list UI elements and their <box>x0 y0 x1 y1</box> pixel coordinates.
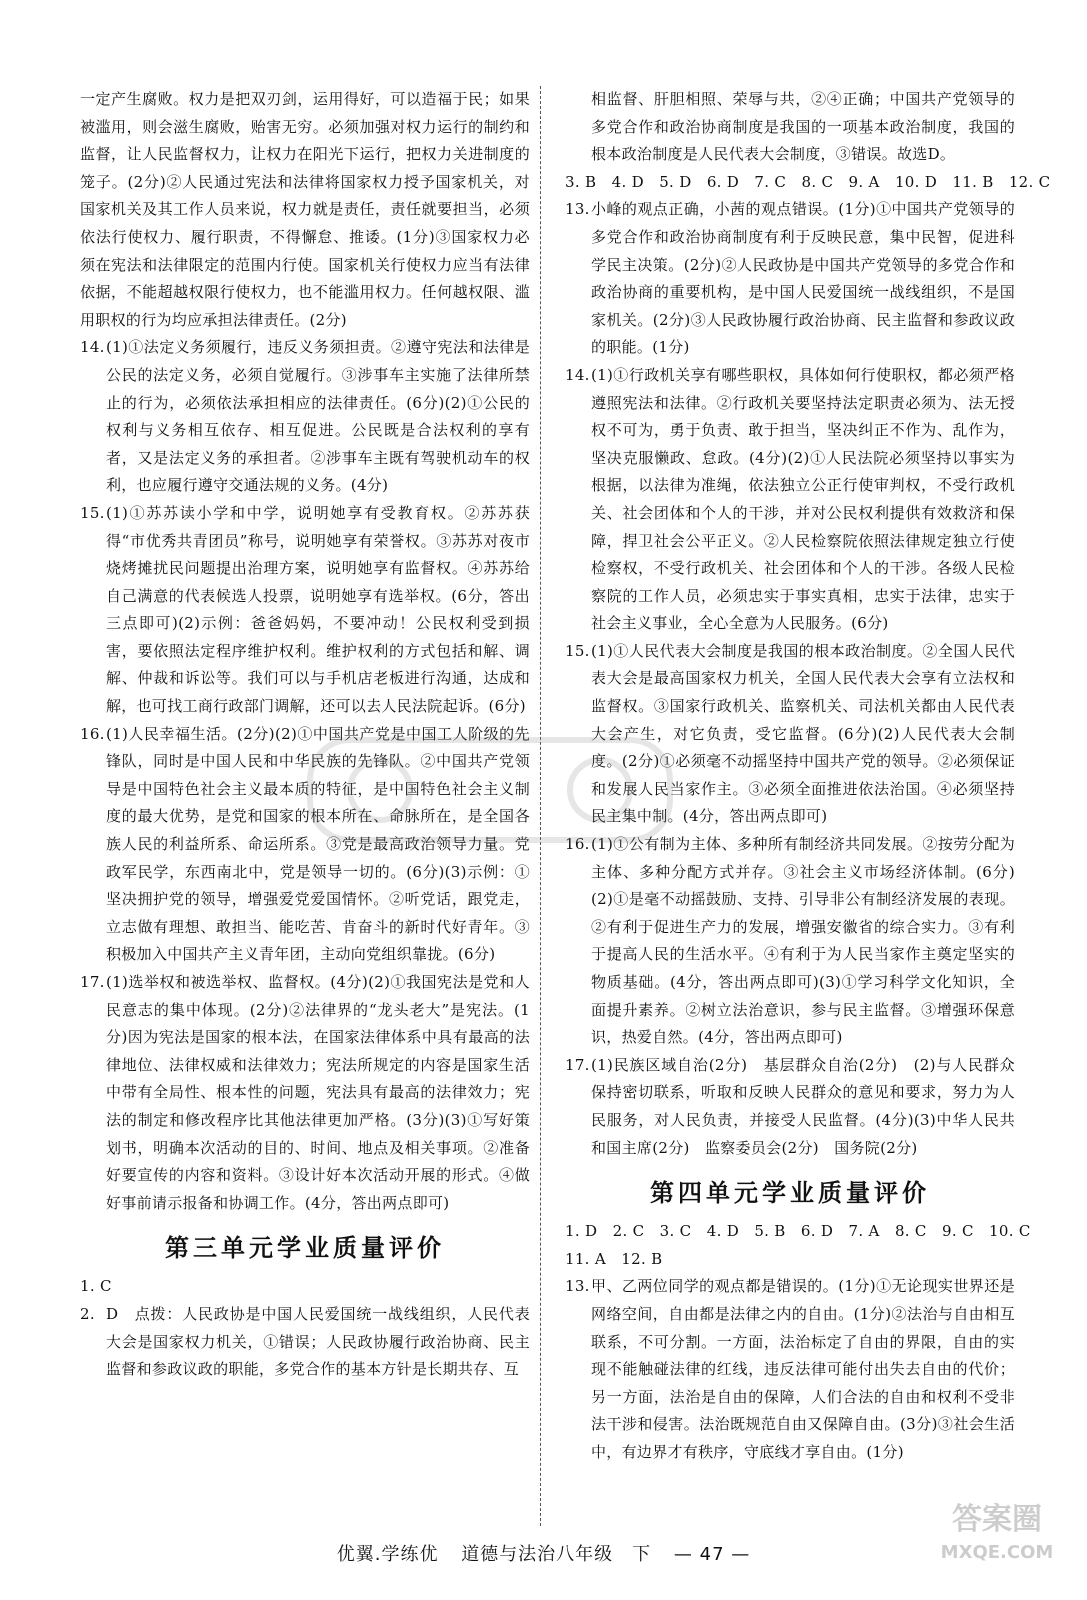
answer-text: 甲、乙两位同学的观点都是错误的。(1分)①无论现实世界还是网络空间，自由都是法律之内的自由。(1分)②法治与自由相互联系，不可分割。一方面，法治标定了自由的界限，自由的实现不能触碰法律的红线，违反法律可能付出失去自由的代价；另一方面，法治是自由的保障，人们合法的自由和权利不受非法干涉和侵害。法治既规范自由又保障自由。(3分)③社会生活中，有边界才有秩序，守底线才享自由。(1分) <box>591 1277 1015 1461</box>
question-number: 16. <box>80 724 105 743</box>
left-question-14 <box>80 334 530 500</box>
answer-text: 小峰的观点正确，小茜的观点错误。(1分)①中国共产党领导的多党合作和政治协商制度有利于反映民意，集中民智，促进科学民主决策。(2分)②人民政协是中国共产党领导的多党合作和政治协商的重要机构，是中国人民爱国统一战线组织，不是国家机关。(2分)③人民政协履行政治协商、民主监督和参政议政的职能。(1分) <box>591 200 1015 357</box>
right-question-14 <box>565 362 1015 638</box>
footer-subject: 道德与法治八年级 下 <box>461 1544 652 1565</box>
answer-text: D 点拨：人民政协是中国人民爱国统一战线组织，人民代表大会是国家权力机关，①错误；人民政协履行政治协商、民主监督和参政议政的职能，多党合作的基本方针是长期共存、互 <box>106 1304 530 1379</box>
unit3-answer-1: 1. C <box>80 1277 112 1296</box>
watermark-corner-text: 答案圈 <box>952 1502 1042 1537</box>
question-number: 14. <box>565 365 590 384</box>
question-number: 14. <box>80 338 105 357</box>
footer-brand: 优翼.学练优 <box>336 1544 439 1565</box>
answer-text: (1)①人民代表大会制度是我国的根本政治制度。②全国人民代表大会是最高国家权力机关，全国人民代表大会享有立法权和监督权。③国家行政机关、监察机关、司法机关都由人民代表大会产生，对它负责，受它监督。(6分)(2)人民代表大会制度。(2分)①必须毫不动摇坚持中国共产党的领导。②必须保证和发展人民当家作主。③必须全面推进依法治国。④必须坚持民主集中制。(4分，答出两点即可) <box>591 641 1015 826</box>
answer-text: (1)①公有制为主体、多种所有制经济共同发展。②按劳分配为主体、多种分配方式并存。③社会主义市场经济体制。(6分)(2)①是毫不动摇鼓励、支持、引导非公有制经济发展的表现。②有利于促进生产力的发展，增强安徽省的综合实力。③有利于提高人民的生活水平。④有利于为人民当家作主奠定坚实的物质基础。(4分，答出两点即可)(3)①学习科学文化知识，全面提升素养。②树立法治意识，参与民主监督。③增强环保意识，热爱自然。(4分，答出两点即可) <box>591 835 1015 1047</box>
unit3-question-2 <box>80 1301 530 1384</box>
answer-text: (1)人民幸福生活。(2分)(2)①中国共产党是中国工人阶级的先锋队，同时是中国人民和中华民族的先锋队。②中国共产党领导是中国特色社会主义最本质的特征，是中国特色社会主义制度的最大优势，是党和国家的根本所在、命脉所在，是全国各族人民的利益所系、命运所系。③党是最高政治领导力量。党政军民学，东西南北中，党是领导一切的。(6分)(3)示例：①坚决拥护党的领导，增强爱党爱国情怀。②听党话，跟党走，立志做有理想、敢担当、能吃苦、肯奋斗的新时代好青年。③积极加入中国共产主义青年团，主动向党组织靠拢。(6分) <box>106 724 530 964</box>
question-number: 17. <box>80 973 105 991</box>
left-column <box>80 86 530 1384</box>
answer-text: (1)民族区域自治(2分) 基层群众自治(2分) (2)与人民群众保持密切联系，听取和反映人民群众的意见和要求，努力为人民服务，对人民负责，并接受人民监督。(4分)(3)中华人民共和国主席(2分) 监察委员会(2分) 国务院(2分) <box>591 1055 1015 1157</box>
unit4-answers-1-10: 1. D 2. C 3. C 4. D 5. B 6. D 7. A 8. C 9. C 10. C <box>565 1222 1031 1241</box>
unit4-question-13 <box>565 1273 1015 1466</box>
page-footer <box>0 1540 1087 1566</box>
question-number: 2. <box>80 1304 95 1323</box>
question-number: 16. <box>565 835 590 854</box>
choice-answers-3-12: 3. B 4. D 5. D 6. D 7. C 8. C 9. A 10. D 11. B 12. C <box>565 172 1051 191</box>
question-number: 13. <box>565 200 590 219</box>
section-title-unit-4: 第四单元学业质量评价 <box>650 1179 930 1208</box>
question-number: 13. <box>565 1277 590 1296</box>
unit4-answers-11-12: 11. A 12. B <box>565 1249 663 1268</box>
section-title-unit-3: 第三单元学业质量评价 <box>165 1234 445 1263</box>
left-question-17 <box>80 969 530 1217</box>
answer-text: (1)①苏苏读小学和中学，说明她享有受教育权。②苏苏获得“市优秀共青团员”称号，说明她享有荣誉权。③苏苏对夜市烧烤摊扰民问题提出治理方案，说明她享有监督权。④苏苏给自己满意的代表候选人投票，说明她享有选举权。(6分，答出三点即可)(2)示例：爸爸妈妈，不要冲动！公民权利受到损害，要依照法定程序维护权利。维护权利的方式包括和解、调解、仲裁和诉讼等。我们可以与手机店老板进行沟通，达成和解，也可找工商行政部门调解，还可以去人民法院起诉。(6分) <box>106 503 530 716</box>
right-question-17 <box>565 1052 1015 1162</box>
right-question-16 <box>565 831 1015 1052</box>
right-continuation-paragraph: 相监督、肝胆相照、荣辱与共，②④正确；中国共产党领导的多党合作和政治协商制度是我国的一项基本政治制度，我国的根本政治制度是人民代表大会制度，③错误。故选D。 <box>591 90 1015 164</box>
column-divider <box>540 86 541 1526</box>
footer-page-number: — 47 — <box>673 1544 751 1565</box>
answer-text: (1)①行政机关享有哪些职权，具体如何行使职权，都必须严格遵照宪法和法律。②行政机关要坚持法定职责必须为、法无授权不可为，勇于负责、敢于担当，坚决纠正不作为、乱作为，坚决克服懒政、怠政。(4分)(2)①人民法院必须坚持以事实为根据，以法律为准绳，依法独立公正行使审判权，不受行政机关、社会团体和个人的干涉，并对公民权利提供有效救济和保障，捍卫社会公平正义。②人民检察院依照法律规定独立行使检察权，不受行政机关、社会团体和个人的干涉。各级人民检察院的工作人员，必须忠实于事实真相，忠实于法律，忠实于社会主义事业，全心全意为人民服务。(6分) <box>591 365 1015 633</box>
question-number: 17. <box>565 1055 590 1074</box>
left-question-16 <box>80 721 530 969</box>
right-question-13 <box>565 196 1015 362</box>
left-continuation-paragraph: 一定产生腐败。权力是把双刃剑，运用得好，可以造福于民；如果被滥用，则会滋生腐败，贻害无穷。必须加强对权力运行的制约和监督，让人民监督权力，让权力在阳光下运行，把权力关进制度的笼子。(2分)②人民通过宪法和法律将国家权力授予国家机关，对国家机关及其工作人员来说，权力就是责任，责任就要担当，必须依法行使权力、履行职责，不得懈怠、推诿。(1分)③国家权力必须在宪法和法律限定的范围内行使。国家机关行使权力应当有法律依据，不能超越权限行使权力，也不能滥用权力。任何越权限、滥用职权的行为均应承担法律责任。(2分) <box>80 90 530 329</box>
right-column <box>565 86 1051 1467</box>
question-number: 15. <box>565 641 590 660</box>
right-question-15 <box>565 638 1015 831</box>
left-question-15 <box>80 500 530 721</box>
answer-text: (1)①法定义务须履行，违反义务须担责。②遵守宪法和法律是公民的法定义务，必须自觉履行。③涉事车主实施了法律所禁止的行为，必须依法承担相应的法律责任。(6分)(2)①公民的权利与义务相互依存、相互促进。公民既是合法权利的享有者，又是法定义务的承担者。②涉事车主既有驾驶机动车的权利，也应履行遵守交通法规的义务。(4分) <box>106 338 530 495</box>
watermark-corner-url: MXQE.COM <box>940 1542 1054 1563</box>
question-number: 15. <box>80 503 105 522</box>
answer-text: (1)选举权和被选举权、监督权。(4分)(2)①我国宪法是党和人民意志的集中体现。(2分)②法律界的“龙头老大”是宪法。(1分)因为宪法是国家的根本法，在国家法律体系中具有最高的法律地位、法律权威和法律效力；宪法所规定的内容是国家生活中带有全局性、根本性的问题，宪法具有最高的法律效力；宪法的制定和修改程序比其他法律更加严格。(3分)(3)①写好策划书，明确本次活动的目的、时间、地点及相关事项。②准备好要宣传的内容和资料。③设计好本次活动开展的形式。④做好事前请示报备和协调工作。(4分，答出两点即可) <box>106 973 530 1212</box>
